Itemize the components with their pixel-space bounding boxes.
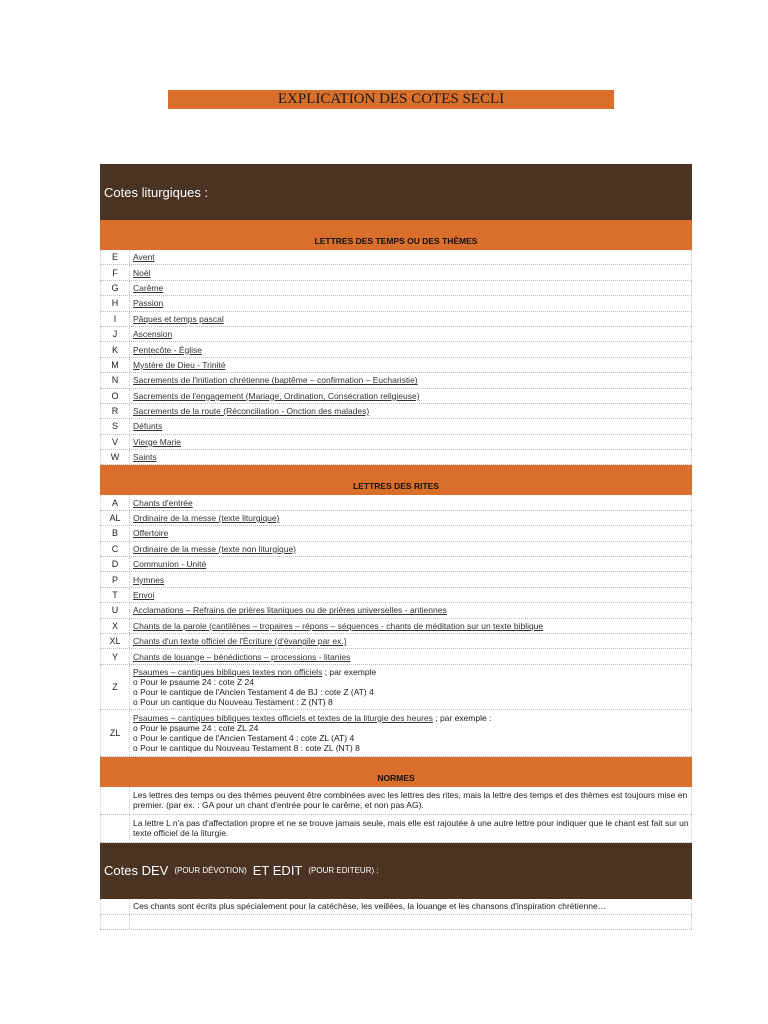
row-desc	[130, 588, 692, 602]
row-link[interactable]: Sacrements de l'initiation chrétienne (baptême – confirmation – Eucharistie)	[133, 375, 418, 386]
row-link[interactable]: Ascension	[133, 329, 173, 340]
table-row	[100, 603, 692, 618]
row-desc	[130, 634, 692, 648]
row-link[interactable]: Communion - Unité	[133, 559, 207, 570]
table-row	[100, 588, 692, 603]
row-link[interactable]: Chants d'un texte officiel de l'Écriture (d'évangile par ex.)	[133, 636, 347, 647]
row-link[interactable]: Hymnes	[133, 574, 165, 585]
row-link[interactable]: Psaumes – cantiques bibliques textes non officiels	[133, 666, 323, 677]
edit-title: ET EDIT	[252, 863, 303, 879]
row-desc	[130, 450, 692, 464]
subheader-rites: LETTRES DES RITES	[100, 465, 692, 495]
row-desc	[130, 665, 692, 709]
row-code: N	[100, 373, 130, 387]
row-desc	[130, 389, 692, 403]
table-row	[100, 619, 692, 634]
row-first-line	[133, 713, 691, 723]
row-link[interactable]: Saints	[133, 452, 157, 463]
row-code: M	[100, 358, 130, 372]
dev-title: Cotes DEV	[104, 863, 169, 879]
row-desc	[130, 296, 692, 310]
table-row	[100, 327, 692, 342]
row-link[interactable]: Psaumes – cantiques bibliques textes officiels et textes de la liturgie des heures	[133, 712, 433, 723]
row-desc: Ces chants sont écrits plus spécialement pour la catéchèse, les veillées, la louange et les chansons d'inspiration chrétienne…	[130, 899, 692, 914]
rites-list	[100, 495, 692, 664]
row-suffix: ; par exemple :	[432, 712, 492, 723]
row-code	[100, 787, 130, 814]
table-row	[100, 572, 692, 587]
table-row	[100, 419, 692, 434]
row-code	[100, 899, 130, 914]
edit-subtitle: (POUR EDITEUR) :	[308, 866, 379, 876]
row-link[interactable]: Pentecôte - Église	[133, 344, 202, 355]
temps-list	[100, 250, 692, 465]
table-row	[100, 495, 692, 510]
row-desc	[130, 511, 692, 525]
table-row-norme	[100, 815, 692, 843]
row-link[interactable]: Ordinaire de la messe (texte non liturgique)	[133, 543, 296, 554]
example-line: o Pour le cantique de l'Ancien Testament 4 de BJ : cote Z (AT) 4	[133, 686, 374, 697]
row-desc	[130, 281, 692, 295]
table-row	[100, 526, 692, 541]
row-code: C	[100, 542, 130, 556]
row-desc	[130, 312, 692, 326]
row-desc	[130, 619, 692, 633]
row-desc	[130, 603, 692, 617]
row-desc	[130, 419, 692, 433]
row-code: V	[100, 435, 130, 449]
row-code: T	[100, 588, 130, 602]
row-desc	[130, 265, 692, 279]
cotes-table	[100, 164, 692, 930]
table-row	[100, 373, 692, 388]
row-link[interactable]: Chants de la parole (cantilènes – tropaires – répons – séquences - chants de méditation sur un texte biblique	[133, 620, 544, 631]
row-code: A	[100, 495, 130, 509]
row-desc	[130, 342, 692, 356]
row-desc	[130, 710, 692, 756]
row-desc	[130, 373, 692, 387]
row-code: E	[100, 250, 130, 264]
row-code: X	[100, 619, 130, 633]
table-row	[100, 634, 692, 649]
row-code: AL	[100, 511, 130, 525]
table-row	[100, 389, 692, 404]
row-link[interactable]: Mystère de Dieu - Trinité	[133, 359, 226, 370]
row-code: R	[100, 404, 130, 418]
row-desc	[130, 250, 692, 264]
row-link[interactable]: Avent	[133, 252, 155, 263]
row-desc	[130, 557, 692, 571]
page-title: EXPLICATION DES COTES SECLI	[168, 90, 614, 109]
row-desc	[130, 542, 692, 556]
row-code	[100, 815, 130, 842]
section-header-liturgiques: Cotes liturgiques :	[100, 164, 692, 220]
table-row	[100, 450, 692, 465]
table-row-norme	[100, 787, 692, 815]
row-link[interactable]: Pâques et temps pascal	[133, 313, 224, 324]
section-header-dev	[100, 843, 692, 899]
row-code: G	[100, 281, 130, 295]
table-row	[100, 312, 692, 327]
table-row	[100, 250, 692, 265]
row-code: W	[100, 450, 130, 464]
table-row	[100, 281, 692, 296]
row-code: Y	[100, 649, 130, 663]
subheader-temps: LETTRES DES TEMPS OU DES THÈMES	[100, 220, 692, 250]
table-row	[100, 342, 692, 357]
row-link[interactable]: Chants de louange – bénédictions – processions - litanies	[133, 651, 351, 662]
table-row-dev	[100, 899, 692, 915]
example-line: o Pour un cantique du Nouveau Testament : Z (NT) 8	[133, 696, 333, 707]
row-code: I	[100, 312, 130, 326]
table-row	[100, 435, 692, 450]
row-desc	[130, 404, 692, 418]
row-first-line	[133, 667, 691, 677]
table-row	[100, 557, 692, 572]
example-line: o Pour le cantique de l'Ancien Testament 4 : cote ZL (AT) 4	[133, 732, 355, 743]
row-desc	[130, 327, 692, 341]
row-desc	[130, 526, 692, 540]
row-link[interactable]: Sacrements de la route (Réconciliation - Onction des malades)	[133, 406, 370, 417]
row-code: F	[100, 265, 130, 279]
row-desc: La lettre L n'a pas d'affectation propre et ne se trouve jamais seule, mais elle est rajoutée à une autre lettre pour indiquer que le chant est fait sur un texte officiel de la liturgie.	[130, 815, 692, 842]
row-link[interactable]: Carême	[133, 282, 164, 293]
row-desc	[130, 435, 692, 449]
row-link[interactable]: Passion	[133, 298, 164, 309]
row-code: J	[100, 327, 130, 341]
dev-subtitle: (POUR DÉVOTION)	[174, 866, 247, 876]
subheader-normes: NORMES	[100, 757, 692, 787]
row-desc	[130, 915, 692, 929]
example-line: o Pour le cantique du Nouveau Testament 8 : cote ZL (NT) 8	[133, 742, 360, 753]
row-link[interactable]: Sacrements de l'engagement (Mariage, Ordination, Consécration religieuse)	[133, 390, 420, 401]
row-code: XL	[100, 634, 130, 648]
row-link[interactable]: Ordinaire de la messe (texte liturgique)	[133, 513, 280, 524]
row-code: S	[100, 419, 130, 433]
row-link[interactable]: Acclamations – Refrains de prières litaniques ou de prières universelles - antiennes	[133, 605, 447, 616]
row-code	[100, 915, 130, 929]
table-row-zl	[100, 710, 692, 757]
table-row	[100, 511, 692, 526]
row-code: Z	[100, 665, 130, 709]
row-desc	[130, 649, 692, 663]
row-code: P	[100, 572, 130, 586]
row-desc	[130, 358, 692, 372]
row-link[interactable]: Offertoire	[133, 528, 169, 539]
row-desc	[130, 495, 692, 509]
row-link[interactable]: Vierge Marie	[133, 436, 182, 447]
table-row	[100, 265, 692, 280]
row-link[interactable]: Défunts	[133, 421, 163, 432]
row-code: O	[100, 389, 130, 403]
table-row	[100, 649, 692, 664]
row-code: K	[100, 342, 130, 356]
example-line: o Pour le psaume 24 : cote ZL 24	[133, 722, 259, 733]
table-row-z	[100, 665, 692, 710]
row-link[interactable]: Noël	[133, 267, 151, 278]
row-code: D	[100, 557, 130, 571]
row-desc	[130, 572, 692, 586]
table-row-empty	[100, 915, 692, 930]
table-row	[100, 542, 692, 557]
table-row	[100, 404, 692, 419]
row-code: H	[100, 296, 130, 310]
table-row	[100, 358, 692, 373]
row-code: B	[100, 526, 130, 540]
row-link[interactable]: Envoi	[133, 590, 155, 600]
row-link[interactable]: Chants d'entrée	[133, 497, 193, 508]
example-line: o Pour le psaume 24 : cote Z 24	[133, 676, 254, 687]
row-code: U	[100, 603, 130, 617]
table-row	[100, 296, 692, 311]
row-code: ZL	[100, 710, 130, 756]
row-desc: Les lettres des temps ou des thèmes peuvent être combinées avec les lettres des rites, mais la lettre des temps et des thèmes est toujours mise en premier. (par ex. : GA pour un chant d'entrée pour le carême, et non pas AG).	[130, 787, 692, 814]
row-suffix: ; par exemple	[322, 666, 377, 677]
